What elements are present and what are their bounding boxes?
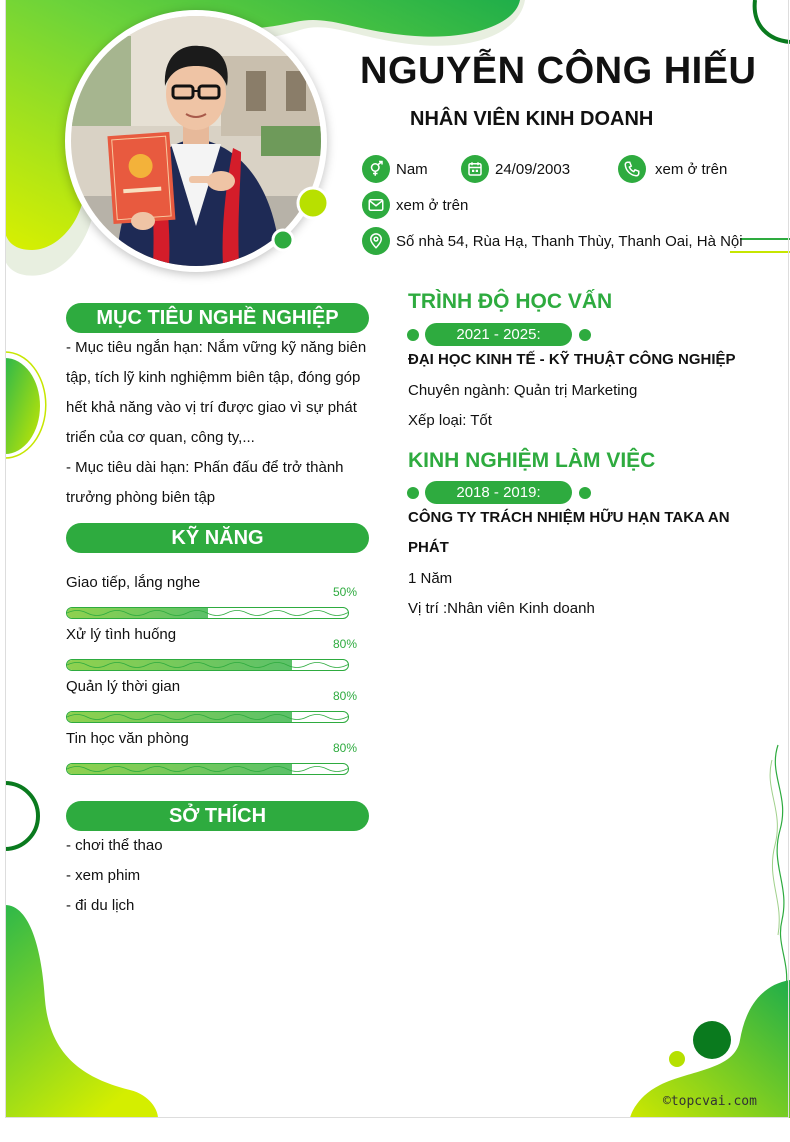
timeline-dot [407, 329, 419, 341]
birthday-value: 24/09/2003 [495, 160, 571, 178]
location-pin-icon [362, 227, 390, 255]
hobby-item: - xem phim [66, 867, 141, 884]
mail-icon [362, 191, 390, 219]
education-rank: Xếp loại: Tốt [408, 412, 492, 429]
photo-dots [0, 0, 790, 300]
experience-company: CÔNG TY TRÁCH NHIỆM HỮU HẠN TAKA AN PHÁT [408, 509, 730, 556]
gender-value: Nam [396, 160, 428, 178]
experience-period: 2018 - 2019: [425, 481, 572, 504]
email-value: xem ở trên [396, 196, 469, 214]
phone-value: xem ở trên [655, 160, 728, 178]
phone-icon [618, 155, 646, 183]
skill-percent: 80% [333, 637, 358, 651]
skill-percent: 80% [333, 689, 358, 703]
gender-icon [362, 155, 390, 183]
contact-email [362, 191, 468, 219]
education-heading: TRÌNH ĐỘ HỌC VẤN [408, 290, 613, 313]
experience-position: Vị trí :Nhân viên Kinh doanh [408, 600, 595, 617]
education-period: 2021 - 2025: [425, 323, 572, 346]
skills-heading: KỸ NĂNG [66, 523, 369, 553]
contact-gender [362, 155, 428, 183]
experience-heading: KINH NGHIỆM LÀM VIỆC [408, 449, 656, 472]
contact-phone [618, 155, 727, 183]
objective-long-term: - Mục tiêu dài hạn: Phấn đấu để trở thành trưởng phòng biên tập [66, 459, 344, 506]
candidate-name: NGUYỄN CÔNG HIẾU [360, 50, 757, 92]
objective-short-term: - Mục tiêu ngắn hạn: Nắm vững kỹ năng biên tập, tích lỹ kinh nghiệmm biên tập, đóng góp hết khả năng vào vị trí được giao vì sự phát triển của cơ quan, công ty,... [66, 339, 367, 446]
skill-name: Quản lý thời gian [66, 678, 181, 695]
experience-duration: 1 Năm [408, 570, 453, 587]
hobby-item: - đi du lịch [66, 897, 135, 914]
skill-percent: 80% [333, 741, 358, 755]
timeline-dot [579, 329, 591, 341]
skill-progress-bar [66, 659, 349, 671]
skill-name: Xử lý tình huống [66, 626, 177, 643]
skill-name: Giao tiếp, lắng nghe [66, 574, 201, 591]
address-value: Số nhà 54, Rùa Hạ, Thanh Thùy, Thanh Oai, Hà Nội [396, 232, 743, 250]
education-major: Chuyên ngành: Quản trị Marketing [408, 382, 638, 399]
education-school: ĐẠI HỌC KINH TẾ - KỸ THUẬT CÔNG NGHIỆP [408, 351, 736, 368]
skill-percent: 50% [333, 585, 358, 599]
contact-address [362, 227, 743, 255]
contact-birthday [461, 155, 570, 183]
job-title: NHÂN VIÊN KINH DOANH [410, 108, 654, 130]
skill-name: Tin học văn phòng [66, 730, 189, 747]
objective-heading: MỤC TIÊU NGHỀ NGHIỆP [66, 303, 369, 333]
timeline-dot [579, 487, 591, 499]
hobbies-heading: SỞ THÍCH [66, 801, 369, 831]
watermark: ©topcvai.com [663, 1094, 757, 1109]
skill-progress-bar [66, 607, 349, 619]
calendar-icon [461, 155, 489, 183]
skill-progress-bar [66, 763, 349, 775]
hobby-item: - chơi thể thao [66, 837, 163, 854]
skill-progress-bar [66, 711, 349, 723]
timeline-dot [407, 487, 419, 499]
